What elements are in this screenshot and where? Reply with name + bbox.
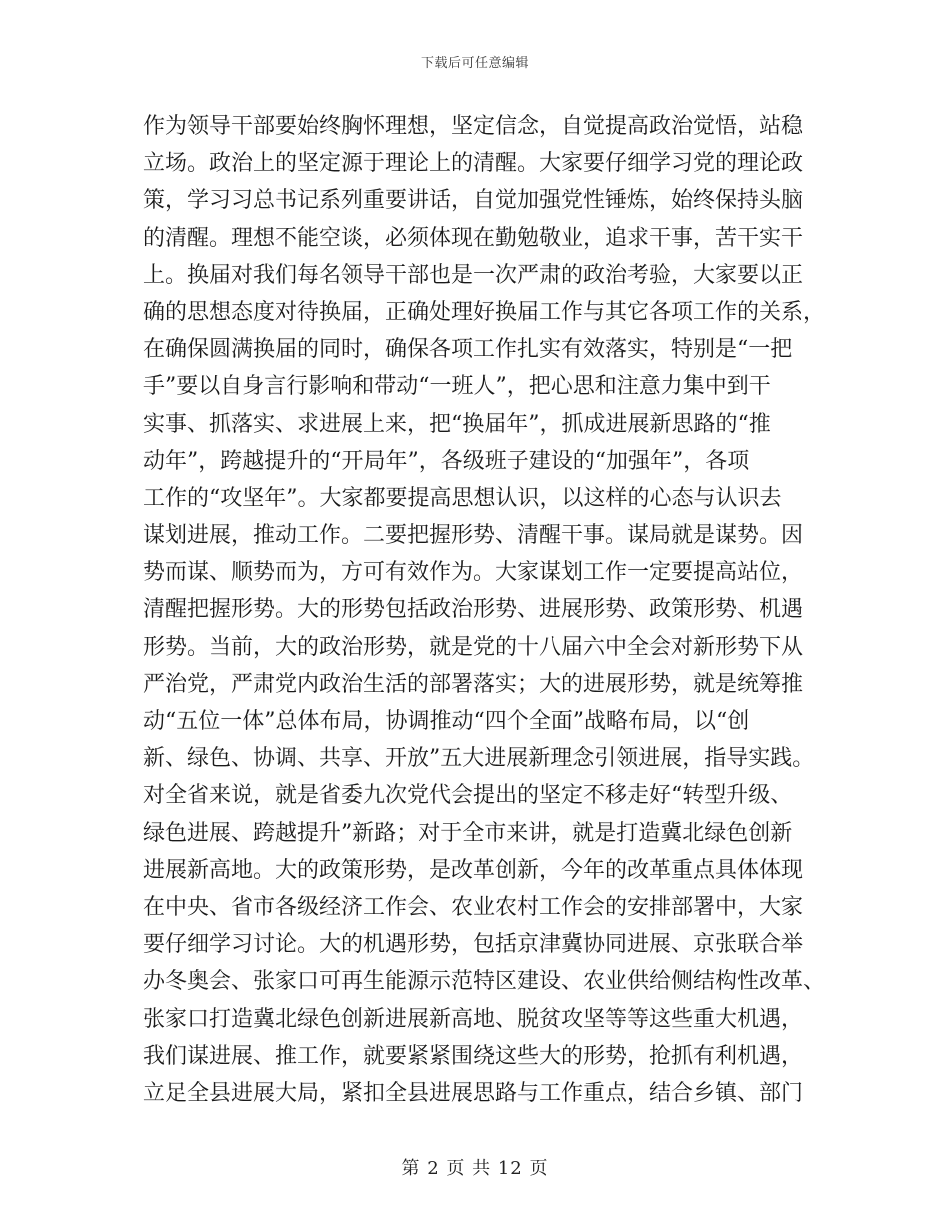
text-line: 立足全县进展大局，紧扣全县进展思路与工作重点，结合乡镇、部门 (143, 1080, 804, 1106)
text-line: 手”要以自身言行影响和带动“一班人”，把心思和注意力集中到干 (143, 374, 771, 400)
text-line: 作为领导干部要始终胸怀理想，坚定信念，自觉提高政治觉悟，站稳 (143, 114, 804, 139)
text-line: 动年”，跨越提升的“开局年”，各级班子建设的“加强年”，各项 (143, 448, 750, 474)
header-note: 下载后可任意编辑 (420, 56, 529, 71)
text-line: 在中央、省市各级经济工作会、农业农村工作会的安排部署中，大家 (143, 894, 804, 920)
text-line: 严治党，严肃党内政治生活的部署落实；大的进展形势，就是统筹推 (143, 671, 804, 697)
text-line: 动“五位一体”总体布局，协调推动“四个全面”战略布局，以“创 (143, 709, 750, 734)
text-line: 张家口打造冀北绿色创新进展新高地、脱贫攻坚等等这些重大机遇， (143, 1006, 804, 1032)
text-line: 确的思想态度对待换届，正确处理好换届工作与其它各项工作的关系， (143, 299, 826, 325)
text-line: 上。换届对我们每名领导干部也是一次严肃的政治考验，大家要以正 (143, 262, 804, 288)
text-line: 形势。当前，大的政治形势，就是党的十八届六中全会对新形势下从 (143, 634, 804, 660)
text-line: 我们谋进展、推工作，就要紧紧围绕这些大的形势，抢抓有利机遇， (143, 1043, 804, 1069)
text-line: 谋划进展，推动工作。二要把握形势、清醒干事。谋局就是谋势。因 (143, 523, 804, 549)
body-paragraph (143, 108, 826, 1112)
text-line: 办冬奥会、张家口可再生能源示范特区建设、农业供给侧结构性改革、 (143, 969, 826, 995)
text-line: 策，学习习总书记系列重要讲话，自觉加强党性锤炼，始终保持头脑 (143, 188, 804, 214)
text-line: 要仔细学习讨论。大的机遇形势，包括京津冀协同进展、京张联合举 (143, 932, 804, 958)
text-line: 立场。政治上的坚定源于理论上的清醒。大家要仔细学习党的理论政 (143, 151, 804, 177)
text-line: 清醒把握形势。大的形势包括政治形势、进展形势、政策形势、机遇 (143, 597, 804, 623)
text-line: 对全省来说，就是省委九次党代会提出的坚定不移走好“转型升级、 (143, 783, 793, 809)
text-line: 工作的“攻坚年”。大家都要提高思想认识，以这样的心态与认识去 (143, 485, 782, 511)
text-line: 的清醒。理想不能空谈，必须体现在勤勉敬业，追求干事，苦干实干 (143, 225, 804, 251)
text-line: 新、绿色、协调、共享、开放”五大进展新理念引领进展，指导实践。 (143, 746, 815, 772)
page-number: 第 2 页 共 12 页 (401, 1158, 549, 1179)
text-line: 实事、抓落实、求进展上来，把“换届年”，抓成进展新思路的“推 (143, 411, 771, 437)
text-line: 进展新高地。大的政策形势，是改革创新，今年的改革重点具体体现 (143, 857, 804, 883)
text-line: 在确保圆满换届的同时，确保各项工作扎实有效落实，特别是“一把 (143, 337, 793, 363)
text-line: 绿色进展、跨越提升”新路；对于全市来讲，就是打造冀北绿色创新 (143, 820, 793, 846)
text-line: 势而谋、顺势而为，方可有效作为。大家谋划工作一定要提高站位， (143, 560, 804, 586)
